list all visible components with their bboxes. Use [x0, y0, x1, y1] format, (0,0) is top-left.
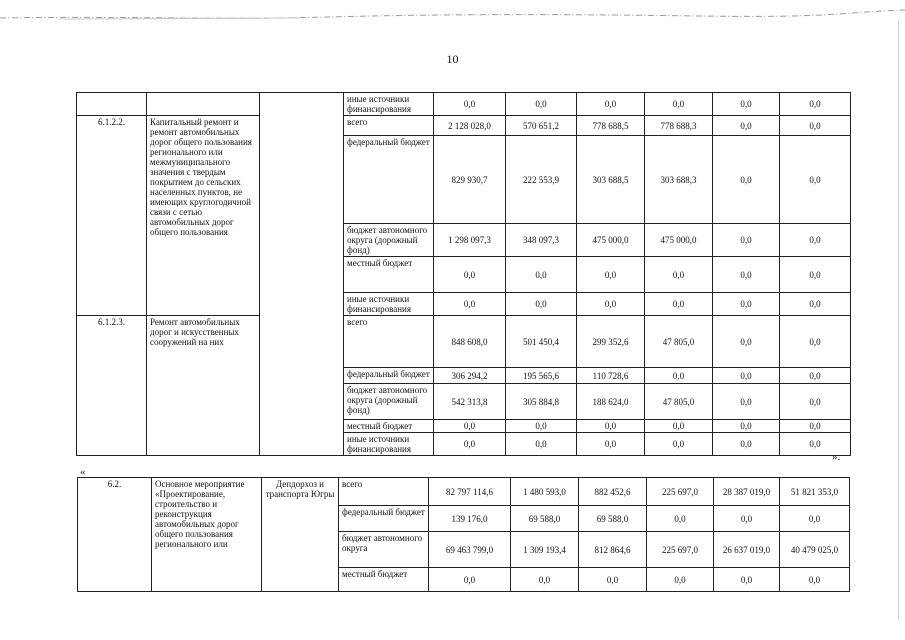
value-cell: 0,0: [577, 420, 645, 433]
value-cell: 40 479 025,0: [780, 532, 850, 568]
value-cell: 47 805,0: [645, 316, 713, 368]
activity-name: Капитальный ремонт и ремонт автомобильных дорог общего пользования регионального или межмуниципального значения с твердым покрытием до сельских населенных пунктов, не имеющих круглогодичной связи с сетью автомобильных дорог общего пользования: [147, 116, 260, 316]
funding-source-label: иные источники финансирования: [344, 293, 434, 316]
value-cell: 0,0: [645, 433, 713, 456]
value-cell: 0,0: [713, 93, 780, 116]
value-cell: 0,0: [713, 433, 780, 456]
value-cell: 82 797 114,6: [429, 478, 511, 506]
funding-source-label: федеральный бюджет: [339, 506, 429, 532]
value-cell: 0,0: [780, 93, 851, 116]
value-cell: 225 697,0: [647, 532, 714, 568]
value-cell: 0,0: [780, 506, 850, 532]
value-cell: 0,0: [713, 257, 780, 293]
table-row: [77, 116, 851, 136]
value-cell: 501 450,4: [506, 316, 577, 368]
value-cell: 812 864,6: [579, 532, 647, 568]
funding-source-label: всего: [344, 316, 434, 368]
value-cell: 303 688,3: [645, 136, 713, 224]
value-cell: 0,0: [434, 93, 506, 116]
activity-name: Ремонт автомобильных дорог и искусственных сооружений на них: [147, 316, 260, 456]
value-cell: 47 805,0: [645, 384, 713, 420]
funding-source-label: местный бюджет: [344, 420, 434, 433]
value-cell: 0,0: [780, 257, 851, 293]
value-cell: 0,0: [713, 316, 780, 368]
value-cell: 0,0: [506, 93, 577, 116]
value-cell: 0,0: [506, 293, 577, 316]
value-cell: 0,0: [780, 433, 851, 456]
value-cell: 475 000,0: [645, 224, 713, 257]
value-cell: 26 637 019,0: [714, 532, 780, 568]
activity-name: Основное мероприятие «Проектирование, строительство и реконструкция автомобильных дорог общего пользования регионального или: [152, 478, 262, 592]
budget-table-continued: [76, 92, 851, 456]
value-cell: 0,0: [780, 384, 851, 420]
value-cell: 848 608,0: [434, 316, 506, 368]
empty-name-cell: [147, 93, 260, 116]
value-cell: 0,0: [511, 568, 579, 592]
value-cell: 570 651,2: [506, 116, 577, 136]
value-cell: 0,0: [645, 420, 713, 433]
activity-code: 6.1.2.2.: [77, 116, 147, 316]
activity-code: 6.1.2.3.: [77, 316, 147, 456]
value-cell: 542 313,8: [434, 384, 506, 420]
value-cell: 0,0: [647, 568, 714, 592]
value-cell: 0,0: [434, 420, 506, 433]
value-cell: 0,0: [434, 293, 506, 316]
value-cell: 195 565,6: [506, 368, 577, 384]
value-cell: 0,0: [577, 257, 645, 293]
value-cell: 0,0: [579, 568, 647, 592]
empty-code-cell: [77, 93, 147, 116]
value-cell: 69 588,0: [511, 506, 579, 532]
value-cell: 0,0: [713, 368, 780, 384]
value-cell: 0,0: [645, 293, 713, 316]
value-cell: 0,0: [780, 316, 851, 368]
value-cell: 0,0: [429, 568, 511, 592]
value-cell: 348 097,3: [506, 224, 577, 257]
funding-source-label: всего: [339, 478, 429, 506]
value-cell: 829 930,7: [434, 136, 506, 224]
value-cell: 0,0: [577, 93, 645, 116]
value-cell: 0,0: [434, 433, 506, 456]
value-cell: 0,0: [780, 293, 851, 316]
value-cell: 0,0: [780, 568, 850, 592]
value-cell: 0,0: [506, 257, 577, 293]
value-cell: 222 553,9: [506, 136, 577, 224]
value-cell: 0,0: [645, 257, 713, 293]
funding-source-label: всего: [344, 116, 434, 136]
value-cell: 0,0: [506, 433, 577, 456]
table-row: [78, 478, 850, 506]
value-cell: 1 309 193,4: [511, 532, 579, 568]
value-cell: 0,0: [780, 224, 851, 257]
value-cell: 0,0: [780, 116, 851, 136]
value-cell: 0,0: [645, 93, 713, 116]
value-cell: 0,0: [577, 293, 645, 316]
value-cell: 0,0: [713, 224, 780, 257]
value-cell: 0,0: [577, 433, 645, 456]
funding-source-label: местный бюджет: [339, 568, 429, 592]
page-number: 10: [446, 52, 459, 66]
empty-executor-cell: [260, 93, 344, 456]
value-cell: 305 884,8: [506, 384, 577, 420]
funding-source-label: федеральный бюджет: [344, 136, 434, 224]
value-cell: 475 000,0: [577, 224, 645, 257]
value-cell: 778 688,5: [577, 116, 645, 136]
value-cell: 0,0: [713, 136, 780, 224]
value-cell: 28 387 019,0: [714, 478, 780, 506]
value-cell: 0,0: [714, 568, 780, 592]
activity-code: 6.2.: [78, 478, 152, 592]
opening-quote: «: [80, 466, 86, 478]
value-cell: 0,0: [645, 368, 713, 384]
value-cell: 0,0: [714, 506, 780, 532]
value-cell: 110 728,6: [577, 368, 645, 384]
value-cell: 2 128 028,0: [434, 116, 506, 136]
page-edge-shadow: [898, 20, 899, 620]
funding-source-label: иные источники финансирования: [344, 433, 434, 456]
main-activity-table: [77, 477, 850, 592]
value-cell: 0,0: [780, 136, 851, 224]
responsible-executor: Депдорхоз и транспорта Югры: [262, 478, 339, 592]
value-cell: 0,0: [780, 420, 851, 433]
value-cell: 778 688,3: [645, 116, 713, 136]
value-cell: 69 463 799,0: [429, 532, 511, 568]
funding-source-label: иные источники финансирования: [344, 93, 434, 116]
value-cell: 225 697,0: [647, 478, 714, 506]
funding-source-label: бюджет автономного округа: [339, 532, 429, 568]
value-cell: 882 452,6: [579, 478, 647, 506]
scan-noise-line: [0, 4, 905, 24]
funding-source-label: бюджет автономного округа (дорожный фонд): [344, 224, 434, 257]
table-row: [77, 316, 851, 368]
funding-source-label: федеральный бюджет: [344, 368, 434, 384]
value-cell: 306 294,2: [434, 368, 506, 384]
value-cell: 188 624,0: [577, 384, 645, 420]
budget-table-body: [77, 93, 851, 456]
value-cell: 299 352,6: [577, 316, 645, 368]
value-cell: 303 688,5: [577, 136, 645, 224]
value-cell: 0,0: [713, 384, 780, 420]
closing-quote: ».: [832, 451, 841, 463]
funding-source-label: бюджет автономного округа (дорожный фонд): [344, 384, 434, 420]
value-cell: 0,0: [434, 257, 506, 293]
value-cell: 1 298 097,3: [434, 224, 506, 257]
value-cell: 0,0: [506, 420, 577, 433]
value-cell: 51 821 353,0: [780, 478, 850, 506]
value-cell: 69 588,0: [579, 506, 647, 532]
value-cell: 0,0: [780, 368, 851, 384]
funding-source-label: местный бюджет: [344, 257, 434, 293]
value-cell: 1 480 593,0: [511, 478, 579, 506]
value-cell: 0,0: [713, 420, 780, 433]
main-activity-table-body: [78, 478, 850, 592]
value-cell: 0,0: [713, 116, 780, 136]
value-cell: 0,0: [713, 293, 780, 316]
value-cell: 139 176,0: [429, 506, 511, 532]
table-row: [77, 93, 851, 116]
value-cell: 0,0: [647, 506, 714, 532]
